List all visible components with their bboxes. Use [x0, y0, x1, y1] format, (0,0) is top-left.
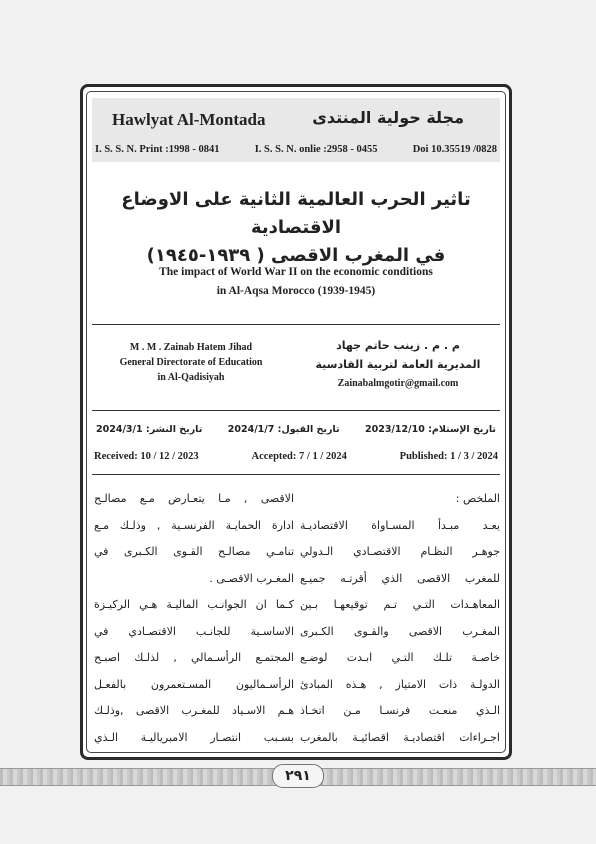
title-en-line1: The impact of World War II on the economic conditions [159, 266, 433, 278]
page-number: ٢٩١ [272, 764, 324, 788]
author-name-ar: م . م . زينب حاتم جهاد [336, 339, 460, 352]
issn-row [95, 144, 497, 155]
body-line: خاصـة تلـك التـي ابـدت لوضـع [300, 651, 500, 664]
body-column-left [94, 486, 294, 751]
author-affil-en-1: General Directorate of Education [119, 357, 263, 368]
title-en-line2: in Al-Aqsa Morocco (1939-1945) [216, 285, 376, 297]
divider-body [92, 474, 500, 475]
body-line: يعـد مبـدأ المسـاواة الاقتصاديـة [300, 518, 500, 532]
author-email: Zainabalmgotir@gmail.com [337, 378, 459, 389]
body-line: هـم الاسـياد للمغـرب الاقصى ,وذلـك [94, 704, 294, 717]
body-line: بسـبب انتصـار الامبرياليـة الـذي [94, 730, 294, 744]
issn-print: I. S. S. N. Print :1998 - 0841 [95, 144, 220, 155]
divider-top [92, 324, 500, 325]
body-line: المعاهـدات التـي تـم توقيعهـا بـين [300, 598, 500, 611]
body-line: الاقصى , مـا يتعـارض مـع مصالـح [94, 492, 294, 505]
received-date-ar: تاريخ الإستلام: 2023/12/10 [364, 424, 496, 435]
body-line: كـما ان الجوانـب الماليـة هـي الركيـزة [94, 598, 294, 611]
body-line: للمغرب الاقصى الذي أقرتـه جميـع [300, 571, 500, 585]
body-line: الرأسـماليون المسـتعمرون بالفعـل [94, 677, 294, 691]
body-line: تنامـي مصالـح القـوى الكـبرى في [94, 545, 294, 558]
title-arabic [96, 186, 496, 270]
author-block-ar [300, 336, 496, 393]
title-english [96, 263, 496, 301]
title-ar-line1: تاثير الحرب العالمية الثانية على الاوضاع الاقتصادية [121, 189, 471, 238]
title-ar-line2: في المغرب الاقصى ( ١٩٣٩-١٩٤٥) [146, 245, 446, 266]
divider-dates [92, 410, 500, 411]
doi: Doi 10.35519 /0828 [412, 144, 497, 155]
accepted-date-ar: تاريخ القبول: 2024/1/7 [227, 424, 340, 435]
journal-name-en: Hawlyat Al-Montada [112, 110, 266, 129]
body-line: اجـراءات اقتصاديـة اقصائيـة بالمغرب [300, 730, 500, 744]
published-date-en: Published: 1 / 3 / 2024 [399, 451, 498, 462]
accepted-date-en: Accepted: 7 / 1 / 2024 [251, 451, 347, 462]
author-name-en: M . M . Zainab Hatem Jihad [129, 342, 253, 353]
journal-name-ar: مجلة حولية المنتدى [312, 108, 464, 127]
body-line: الـذي منعـت فرنسـا مـن اتخـاذ [300, 704, 500, 717]
body-column-right [300, 486, 500, 751]
issn-online: I. S. S. N. onlie :2958 - 0455 [254, 144, 378, 155]
dates-english-row [94, 451, 498, 462]
body-line: المغـرب الاقصى والقـوى الكـبرى [300, 624, 500, 638]
author-affil-en-2: in Al-Qadisiyah [157, 372, 225, 383]
body-line: ادارة الحمايـة الفرنسـية , وذلـك مـع [94, 518, 294, 532]
body-line: المجتمـع الرأسـمالي , لذلـك اصبـح [94, 651, 294, 664]
received-date-en: Received: 10 / 12 / 2023 [94, 451, 199, 462]
body-line: المغـرب الاقصـى . [209, 571, 294, 585]
body-line: الدولـة ذات الامتياز , هـذه المبادئ [300, 677, 500, 691]
body-line: الملخص : [455, 492, 500, 505]
published-date-ar: تاريخ النشر: 2024/3/1 [96, 424, 203, 435]
author-affil-ar: المديرية العامة لتربية القادسية [315, 358, 481, 371]
author-block-en [96, 340, 286, 385]
body-line: الاساسـية للجانـب الاقتصـادي في [94, 624, 294, 638]
body-line: جوهـر النظـام الاقتصـادي الـدولي [300, 545, 500, 558]
dates-arabic-row [96, 424, 496, 435]
